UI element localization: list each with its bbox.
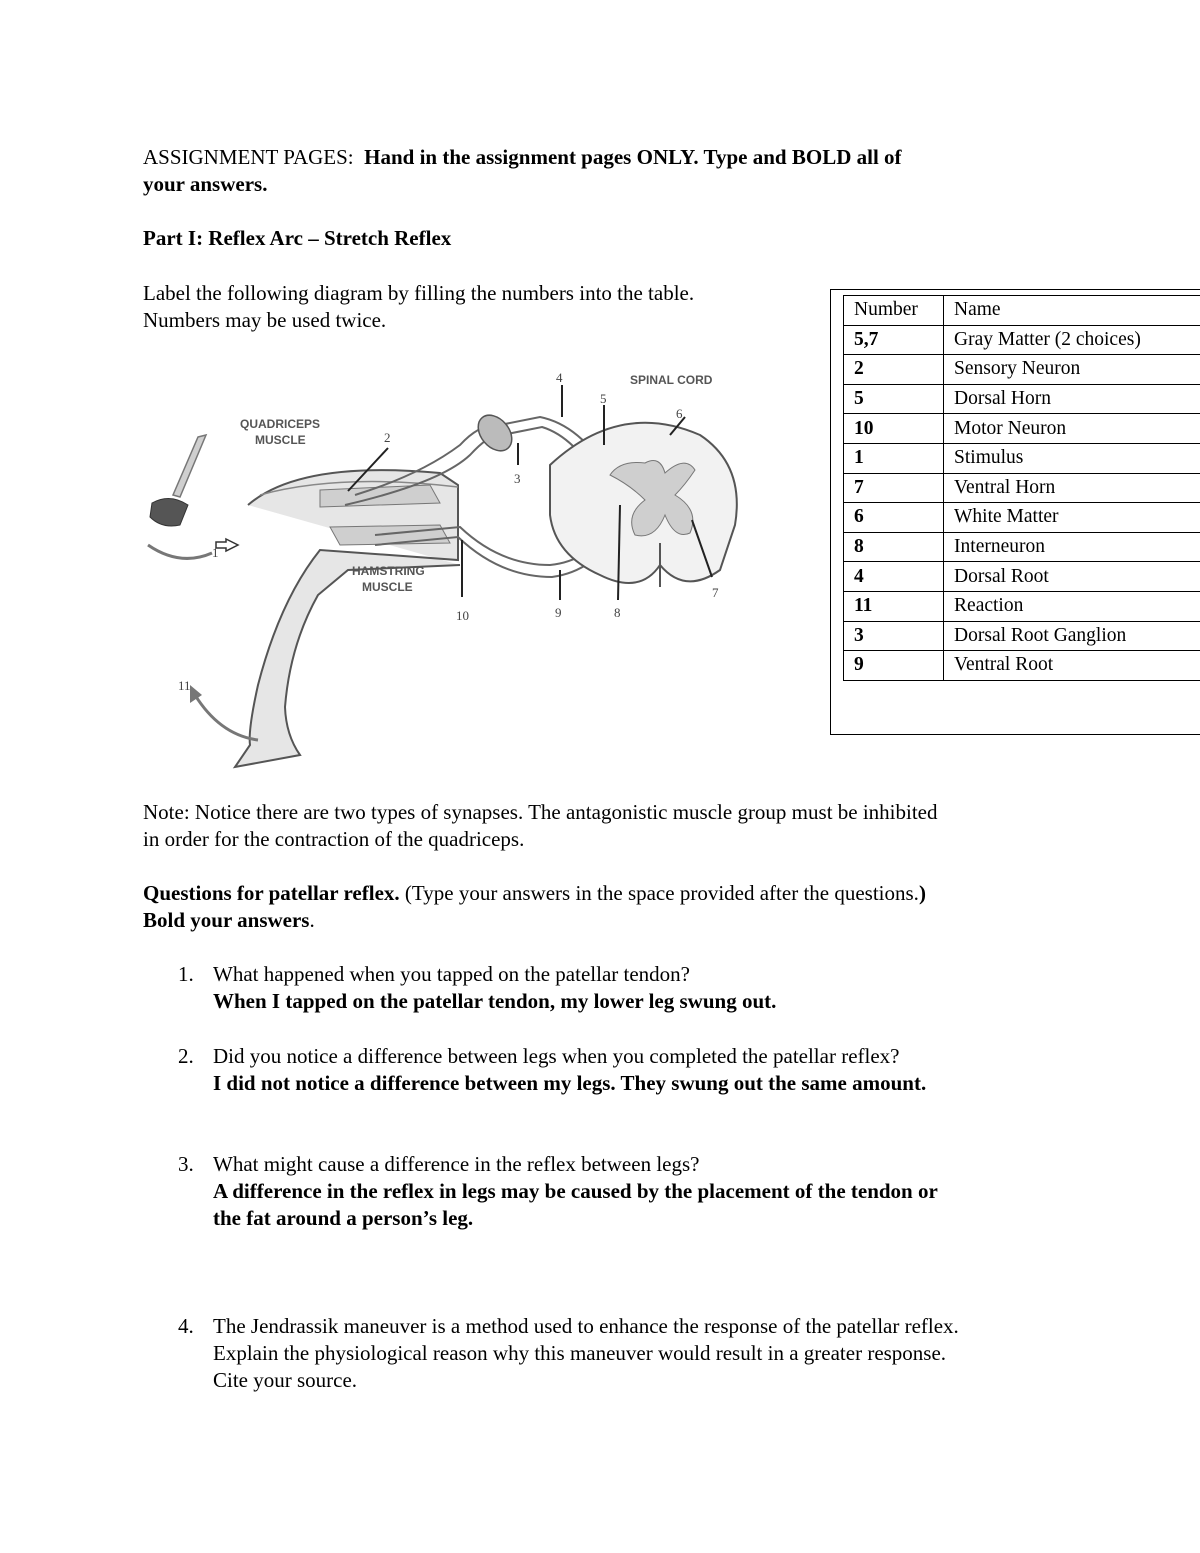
row-number: 3 (844, 621, 944, 651)
questions-header-2: Bold your answers. (143, 908, 315, 932)
spinal-cord-label: SPINAL CORD (630, 373, 713, 387)
label-table-header (844, 296, 1200, 326)
row-name: Ventral Root (944, 651, 1200, 681)
note-line-1: Note: Notice there are two types of synapses. The antagonistic muscle group must be inhibited (143, 800, 938, 824)
diagram-number-4: 4 (556, 370, 563, 385)
row-number: 11 (844, 591, 944, 621)
hamstring-label-2: MUSCLE (362, 580, 413, 594)
diagram-number-1: 1 (212, 545, 219, 560)
row-name: Stimulus (944, 443, 1200, 473)
row-name: Ventral Horn (944, 473, 1200, 503)
row-number: 10 (844, 414, 944, 444)
row-number: 5,7 (844, 325, 944, 355)
questions-header: Questions for patellar reflex. (Type your answers in the space provided after the questions.) (143, 881, 926, 905)
question-text: What might cause a difference in the reflex between legs? (213, 1152, 700, 1176)
row-name: Dorsal Root Ganglion (944, 621, 1200, 651)
label-table (843, 295, 1200, 681)
answer-text[interactable]: When I tapped on the patellar tendon, my lower leg swung out. (213, 989, 777, 1013)
quadriceps-label: QUADRICEPS (240, 417, 321, 431)
tap-arrow-icon (216, 539, 238, 551)
intro-line-2: Numbers may be used twice. (143, 308, 387, 332)
diagram-number-9: 9 (555, 605, 562, 620)
diagram-number-8: 8 (614, 605, 621, 620)
header-name: Name (944, 296, 1200, 326)
reflex-arc-diagram (140, 355, 740, 775)
diagram-number-11: 11 (178, 678, 191, 693)
dorsal-root-ganglion (471, 409, 518, 458)
label-table-row (844, 414, 1200, 444)
leg-illustration (235, 470, 460, 767)
reaction-arrow (195, 695, 258, 740)
label-table-row (844, 325, 1200, 355)
header-number: Number (844, 296, 944, 326)
spinal-cord-cross-section (550, 423, 737, 587)
label-table-row (844, 443, 1200, 473)
row-number: 7 (844, 473, 944, 503)
row-name: Dorsal Horn (944, 384, 1200, 414)
row-name: Sensory Neuron (944, 355, 1200, 385)
diagram-number-10: 10 (456, 608, 469, 623)
label-table-row (844, 591, 1200, 621)
diagram-number-6: 6 (676, 406, 683, 421)
question-text: What happened when you tapped on the patellar tendon? (213, 962, 690, 986)
label-table-row (844, 651, 1200, 681)
row-name: Dorsal Root (944, 562, 1200, 592)
diagram-number-5: 5 (600, 391, 607, 406)
label-table-row (844, 473, 1200, 503)
row-name: Reaction (944, 591, 1200, 621)
row-name: Motor Neuron (944, 414, 1200, 444)
row-number: 1 (844, 443, 944, 473)
label-table-row (844, 503, 1200, 533)
assignment-instruction: Hand in the assignment pages ONLY. Type and BOLD all of (364, 145, 902, 169)
question-text: The Jendrassik maneuver is a method used to enhance the response of the patellar reflex. (213, 1314, 959, 1338)
quadriceps-label-2: MUSCLE (255, 433, 306, 447)
part-title: Part I: Reflex Arc – Stretch Reflex (143, 226, 452, 250)
label-table-row (844, 621, 1200, 651)
row-number: 4 (844, 562, 944, 592)
row-number: 2 (844, 355, 944, 385)
question-number: 4. (178, 1314, 194, 1338)
assignment-instructions (143, 144, 902, 171)
assignment-label: ASSIGNMENT PAGES: (143, 145, 354, 169)
row-name: Interneuron (944, 532, 1200, 562)
question-text: Explain the physiological reason why this maneuver would result in a greater response. (213, 1341, 947, 1365)
diagram-number-2: 2 (384, 430, 391, 445)
answer-text[interactable]: A difference in the reflex in legs may be caused by the placement of the tendon or (213, 1179, 938, 1203)
note-line-2: in order for the contraction of the quadriceps. (143, 827, 525, 851)
hamstring-label: HAMSTRING (352, 564, 425, 578)
row-name: White Matter (944, 503, 1200, 533)
assignment-instruction-cont: your answers. (143, 172, 268, 196)
answer-text[interactable]: I did not notice a difference between my legs. They swung out the same amount. (213, 1071, 927, 1095)
row-number: 9 (844, 651, 944, 681)
row-name: Gray Matter (2 choices) (944, 325, 1200, 355)
row-number: 8 (844, 532, 944, 562)
question-text: Cite your source. (213, 1368, 358, 1392)
question-number: 3. (178, 1152, 194, 1176)
diagram-number-7: 7 (712, 585, 719, 600)
label-table-row (844, 562, 1200, 592)
reflex-hammer-icon (150, 435, 206, 526)
stimulus-arrow (148, 545, 212, 558)
question-number: 2. (178, 1044, 194, 1068)
diagram-number-3: 3 (514, 471, 521, 486)
row-number: 6 (844, 503, 944, 533)
question-number: 1. (178, 962, 194, 986)
label-table-row (844, 532, 1200, 562)
label-table-row (844, 384, 1200, 414)
question-text: Did you notice a difference between legs when you completed the patellar reflex? (213, 1044, 900, 1068)
label-table-row (844, 355, 1200, 385)
intro-line-1: Label the following diagram by filling the numbers into the table. (143, 281, 695, 305)
answer-text[interactable]: the fat around a person’s leg. (213, 1206, 474, 1230)
row-number: 5 (844, 384, 944, 414)
